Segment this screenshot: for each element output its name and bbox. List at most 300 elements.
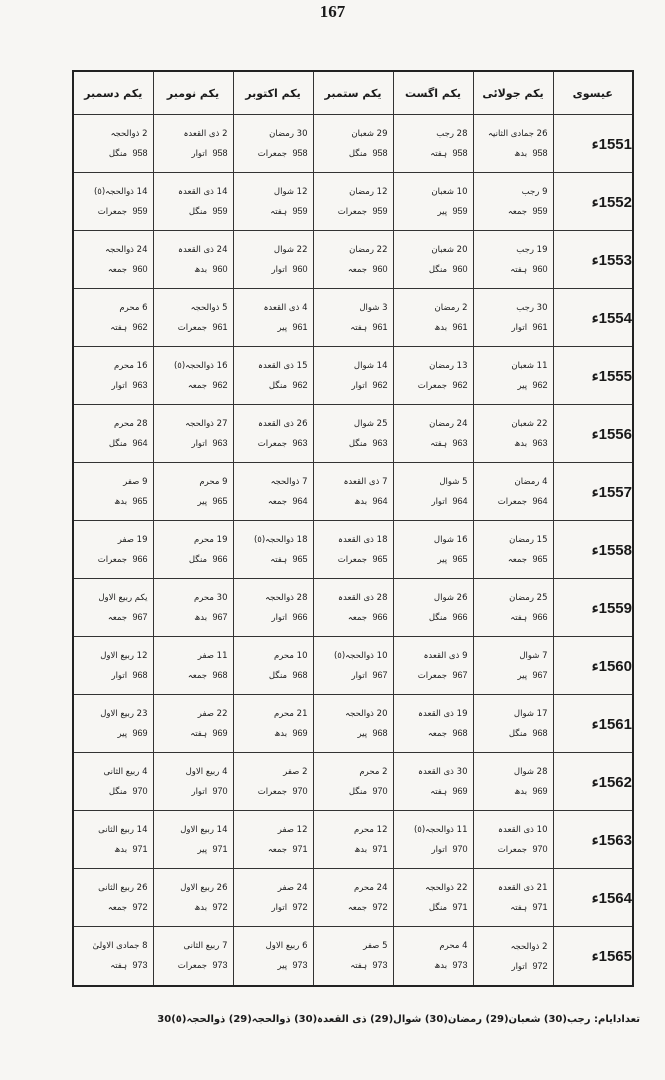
hijri-year-weekday bbox=[314, 670, 393, 681]
hijri-year: 963 bbox=[372, 437, 388, 448]
date-cell bbox=[473, 289, 553, 347]
hijri-year-weekday bbox=[74, 786, 153, 797]
weekday: منگل bbox=[108, 786, 128, 797]
date-cell bbox=[393, 173, 473, 231]
date-cell bbox=[473, 753, 553, 811]
weekday: اتوار bbox=[271, 264, 288, 275]
hijri-year: 961 bbox=[212, 322, 228, 333]
weekday: پیر bbox=[117, 728, 128, 739]
weekday: منگل bbox=[348, 148, 368, 159]
hijri-date: 26 شوال bbox=[433, 592, 468, 603]
hijri-year: 965 bbox=[452, 553, 468, 564]
hijri-date: 20 ذوالحجہ bbox=[345, 709, 388, 720]
hijri-year: 965 bbox=[212, 495, 228, 506]
hijri-date: 28 رجب bbox=[436, 128, 468, 139]
hijri-year-weekday bbox=[474, 902, 553, 913]
date-cell bbox=[153, 753, 233, 811]
weekday: اتوار bbox=[511, 961, 528, 972]
hijri-year-weekday bbox=[74, 844, 153, 855]
hijri-year: 960 bbox=[452, 263, 468, 274]
hijri-year-weekday bbox=[314, 554, 393, 565]
weekday: بدھ bbox=[354, 497, 368, 508]
hijri-date: 9 رجب bbox=[521, 186, 548, 197]
hijri-year: 961 bbox=[292, 322, 308, 333]
hijri-year: 968 bbox=[372, 728, 388, 739]
hijri-year: 971 bbox=[372, 843, 388, 854]
weekday: ہفتہ bbox=[190, 728, 208, 739]
date-cell bbox=[393, 637, 473, 695]
hijri-year: 958 bbox=[452, 147, 468, 158]
hijri-year: 965 bbox=[132, 495, 148, 506]
hijri-date: 12 صفر bbox=[277, 824, 308, 835]
hijri-year: 970 bbox=[292, 785, 308, 796]
hijri-year: 959 bbox=[532, 205, 548, 216]
weekday: جمعرات bbox=[97, 554, 128, 565]
hijri-year: 962 bbox=[532, 379, 548, 390]
hijri-year: 969 bbox=[532, 785, 548, 796]
hijri-year-weekday bbox=[234, 380, 313, 391]
weekday: پیر bbox=[357, 729, 368, 740]
hijri-date: 2 ذوالحجہ bbox=[110, 129, 148, 140]
weekday: بدھ bbox=[114, 844, 128, 855]
weekday: اتوار bbox=[511, 322, 528, 333]
hijri-year: 970 bbox=[132, 785, 148, 796]
hijri-year: 960 bbox=[532, 263, 548, 274]
date-cell bbox=[73, 927, 153, 986]
hijri-year-weekday bbox=[234, 960, 313, 971]
hijri-date: 25 رمضان bbox=[509, 592, 548, 603]
hijri-year-weekday bbox=[74, 438, 153, 449]
hijri-date: 7 ذی القعدہ bbox=[343, 477, 388, 488]
hijri-year-weekday bbox=[314, 844, 393, 855]
hijri-date: 12 ربیع الاول bbox=[100, 650, 148, 661]
weekday: بدھ bbox=[194, 612, 208, 623]
hijri-year: 959 bbox=[212, 206, 228, 217]
date-cell bbox=[473, 869, 553, 927]
weekday: اتوار bbox=[431, 496, 448, 507]
header-nov: یکم نومبر bbox=[153, 71, 233, 115]
date-cell bbox=[473, 927, 553, 986]
hijri-date: 24 محرم bbox=[353, 882, 388, 893]
date-cell bbox=[73, 637, 153, 695]
hijri-year-weekday bbox=[394, 670, 473, 681]
hijri-year: 964 bbox=[452, 495, 468, 506]
hijri-date: 24 ذی القعدہ bbox=[178, 245, 228, 256]
hijri-year-weekday bbox=[474, 612, 553, 623]
hijri-date: 22 شوال bbox=[273, 244, 308, 255]
hijri-year-weekday bbox=[474, 844, 553, 855]
hijri-year: 966 bbox=[452, 611, 468, 622]
hijri-date: 21 ذی القعدہ bbox=[498, 883, 548, 894]
hijri-year: 962 bbox=[292, 380, 308, 391]
hijri-year-weekday bbox=[314, 728, 393, 739]
hijri-year: 973 bbox=[292, 960, 308, 971]
year-cell: 1562ء bbox=[553, 753, 633, 811]
hijri-date: 28 ذی القعدہ bbox=[338, 593, 388, 604]
hijri-year-weekday bbox=[154, 438, 233, 449]
hijri-year-weekday bbox=[314, 438, 393, 449]
date-cell bbox=[233, 463, 313, 521]
hijri-date: 7 ذوالحجہ bbox=[270, 477, 308, 488]
weekday: جمعرات bbox=[257, 439, 288, 450]
hijri-date: یکم ربیع الاول bbox=[98, 592, 148, 603]
weekday: اتوار bbox=[111, 670, 128, 681]
hijri-date: 16 شوال bbox=[433, 534, 468, 545]
weekday: اتوار bbox=[351, 380, 368, 391]
weekday: ہفتہ bbox=[110, 961, 128, 972]
hijri-year: 960 bbox=[132, 264, 148, 275]
year-cell: 1551ء bbox=[553, 115, 633, 173]
date-cell bbox=[473, 521, 553, 579]
header-jul: یکم جولائی bbox=[473, 71, 553, 115]
weekday: ہفتہ bbox=[270, 555, 288, 566]
weekday: اتوار bbox=[271, 613, 288, 624]
date-cell bbox=[313, 869, 393, 927]
weekday: ہفتہ bbox=[270, 206, 288, 217]
hijri-date: 19 ذی القعدہ bbox=[418, 709, 468, 720]
date-cell bbox=[313, 695, 393, 753]
hijri-year-weekday bbox=[154, 844, 233, 855]
date-cell bbox=[153, 289, 233, 347]
weekday: منگل bbox=[108, 438, 128, 449]
date-cell bbox=[393, 579, 473, 637]
hijri-date: 10 ذوالحجہ(٥) bbox=[333, 651, 388, 662]
hijri-year: 964 bbox=[372, 496, 388, 507]
hijri-year: 970 bbox=[372, 785, 388, 796]
hijri-year-weekday bbox=[474, 380, 553, 391]
weekday: منگل bbox=[508, 728, 528, 739]
hijri-year-weekday bbox=[474, 264, 553, 275]
weekday: جمعہ bbox=[347, 613, 368, 624]
hijri-year: 964 bbox=[532, 495, 548, 506]
hijri-date: 16 ذوالحجہ(٥) bbox=[173, 361, 228, 372]
date-cell bbox=[153, 637, 233, 695]
weekday: بدھ bbox=[434, 961, 448, 972]
weekday: جمعہ bbox=[187, 670, 208, 681]
date-cell bbox=[153, 347, 233, 405]
weekday: بدھ bbox=[274, 728, 288, 739]
date-cell bbox=[313, 463, 393, 521]
hijri-date: 11 شعبان bbox=[511, 360, 548, 371]
hijri-date: 9 ذی القعدہ bbox=[423, 651, 468, 662]
weekday: اتوار bbox=[111, 380, 128, 391]
hijri-year: 969 bbox=[132, 727, 148, 738]
hijri-year: 973 bbox=[212, 960, 228, 971]
hijri-year-weekday bbox=[154, 264, 233, 275]
hijri-year-weekday bbox=[314, 322, 393, 333]
hijri-year-weekday bbox=[394, 438, 473, 449]
hijri-year: 961 bbox=[452, 321, 468, 332]
date-cell bbox=[153, 173, 233, 231]
date-cell bbox=[313, 637, 393, 695]
weekday: جمعہ bbox=[187, 381, 208, 392]
weekday: جمعہ bbox=[507, 206, 528, 217]
hijri-year: 958 bbox=[532, 148, 548, 159]
hijri-date: 2 رمضان bbox=[434, 302, 468, 313]
hijri-year: 966 bbox=[212, 553, 228, 564]
hijri-year-weekday bbox=[394, 496, 473, 507]
hijri-date: 19 صفر bbox=[117, 534, 148, 545]
hijri-date: 28 شوال bbox=[513, 766, 548, 777]
date-cell bbox=[153, 463, 233, 521]
date-cell bbox=[73, 347, 153, 405]
weekday: جمعہ bbox=[427, 729, 448, 740]
weekday: جمعرات bbox=[97, 207, 128, 218]
weekday: پیر bbox=[437, 206, 448, 217]
hijri-date: 2 صفر bbox=[283, 766, 308, 777]
date-cell bbox=[393, 695, 473, 753]
hijri-year: 968 bbox=[532, 727, 548, 738]
hijri-year-weekday bbox=[234, 670, 313, 681]
hijri-year-weekday bbox=[234, 554, 313, 565]
date-cell bbox=[393, 463, 473, 521]
date-cell bbox=[153, 405, 233, 463]
hijri-year: 967 bbox=[452, 670, 468, 681]
date-cell bbox=[233, 115, 313, 173]
hijri-year: 965 bbox=[532, 553, 548, 564]
hijri-year-weekday bbox=[234, 902, 313, 913]
weekday: ہفتہ bbox=[110, 322, 128, 333]
weekday: جمعرات bbox=[257, 786, 288, 797]
hijri-year-weekday bbox=[154, 670, 233, 681]
weekday: اتوار bbox=[191, 439, 208, 450]
date-cell bbox=[233, 231, 313, 289]
date-cell bbox=[233, 405, 313, 463]
hijri-year: 966 bbox=[132, 553, 148, 564]
hijri-year-weekday bbox=[74, 902, 153, 913]
weekday: جمعرات bbox=[257, 148, 288, 159]
weekday: منگل bbox=[188, 207, 208, 218]
date-cell bbox=[153, 695, 233, 753]
hijri-year-weekday bbox=[74, 264, 153, 275]
date-cell bbox=[473, 173, 553, 231]
date-cell bbox=[73, 463, 153, 521]
weekday: پیر bbox=[277, 323, 288, 334]
hijri-year: 959 bbox=[452, 205, 468, 216]
date-cell bbox=[233, 637, 313, 695]
hijri-date: 18 ذی القعدہ bbox=[338, 535, 388, 546]
hijri-year-weekday bbox=[234, 786, 313, 797]
year-cell: 1557ء bbox=[553, 463, 633, 521]
hijri-year-weekday bbox=[234, 322, 313, 333]
table-row bbox=[73, 405, 633, 463]
header-oct: یکم اکتوبر bbox=[233, 71, 313, 115]
hijri-year: 972 bbox=[292, 901, 308, 912]
hijri-year: 963 bbox=[292, 438, 308, 449]
hijri-year-weekday bbox=[394, 612, 473, 623]
hijri-year: 966 bbox=[292, 612, 308, 623]
hijri-date: 18 ذوالحجہ(٥) bbox=[253, 535, 308, 546]
hijri-year: 971 bbox=[452, 902, 468, 913]
date-cell bbox=[313, 521, 393, 579]
table-row bbox=[73, 115, 633, 173]
hijri-year-weekday bbox=[314, 380, 393, 391]
hijri-year: 961 bbox=[372, 321, 388, 332]
date-cell bbox=[233, 927, 313, 986]
weekday: منگل bbox=[268, 670, 288, 681]
hijri-year: 959 bbox=[292, 205, 308, 216]
weekday: اتوار bbox=[191, 149, 208, 160]
date-cell bbox=[73, 521, 153, 579]
hijri-date: 26 ربیع الثانی bbox=[98, 882, 148, 893]
hijri-date: 28 محرم bbox=[113, 418, 148, 429]
hijri-date: 6 محرم bbox=[119, 302, 148, 313]
date-cell bbox=[313, 579, 393, 637]
date-cell bbox=[393, 753, 473, 811]
hijri-date: 5 صفر bbox=[363, 941, 388, 952]
date-cell bbox=[153, 927, 233, 986]
hijri-year-weekday bbox=[234, 496, 313, 507]
weekday: ہفتہ bbox=[510, 612, 528, 623]
year-cell: 1560ء bbox=[553, 637, 633, 695]
date-cell bbox=[393, 869, 473, 927]
hijri-year: 959 bbox=[372, 205, 388, 216]
weekday: منگل bbox=[188, 554, 208, 565]
weekday: پیر bbox=[197, 496, 208, 507]
hijri-date: 2 ذی القعدہ bbox=[183, 129, 228, 140]
hijri-year: 973 bbox=[452, 960, 468, 971]
table-row bbox=[73, 173, 633, 231]
hijri-year-weekday bbox=[154, 960, 233, 971]
hijri-date: 20 شعبان bbox=[431, 244, 468, 255]
hijri-year-weekday bbox=[314, 902, 393, 913]
hijri-year: 970 bbox=[452, 844, 468, 855]
hijri-year: 972 bbox=[532, 960, 548, 971]
weekday: جمعہ bbox=[267, 497, 288, 508]
hijri-year-weekday bbox=[474, 786, 553, 797]
year-cell: 1559ء bbox=[553, 579, 633, 637]
hijri-year: 972 bbox=[212, 901, 228, 912]
hijri-date: 8 جمادی الاولیٰ bbox=[92, 941, 148, 952]
hijri-date: 26 جمادی الثانیہ bbox=[488, 129, 548, 140]
date-cell bbox=[73, 869, 153, 927]
date-cell bbox=[473, 405, 553, 463]
hijri-year-weekday bbox=[474, 206, 553, 217]
days-count-footer: تعدادایام: رجب(30) شعبان(29) رمضان(30) شوال(29) ذی القعدہ(30) ذوالحجہ(29) ذوالحجہ(٥)30 bbox=[157, 1014, 640, 1025]
hijri-year: 960 bbox=[372, 263, 388, 274]
hijri-year: 969 bbox=[452, 786, 468, 797]
weekday: منگل bbox=[348, 786, 368, 797]
hijri-year-weekday bbox=[314, 612, 393, 623]
date-cell bbox=[393, 811, 473, 869]
date-cell bbox=[233, 347, 313, 405]
header-sep: یکم ستمبر bbox=[313, 71, 393, 115]
date-cell bbox=[473, 637, 553, 695]
year-cell: 1556ء bbox=[553, 405, 633, 463]
year-cell: 1563ء bbox=[553, 811, 633, 869]
date-cell bbox=[313, 405, 393, 463]
hijri-date: 10 شعبان bbox=[431, 186, 468, 197]
hijri-year-weekday bbox=[154, 612, 233, 623]
hijri-year: 973 bbox=[132, 960, 148, 971]
hijri-date: 19 رجب bbox=[516, 244, 548, 255]
hijri-date: 23 ربیع الاول bbox=[100, 708, 148, 719]
hijri-year-weekday bbox=[474, 728, 553, 739]
hijri-date: 22 ذوالحجہ bbox=[425, 883, 468, 894]
hijri-year: 966 bbox=[532, 611, 548, 622]
date-cell bbox=[473, 463, 553, 521]
date-cell bbox=[313, 115, 393, 173]
year-cell: 1553ء bbox=[553, 231, 633, 289]
hijri-year-weekday bbox=[154, 380, 233, 391]
weekday: ہفتہ bbox=[430, 787, 448, 798]
table-row bbox=[73, 637, 633, 695]
hijri-year: 958 bbox=[132, 148, 148, 159]
hijri-year-weekday bbox=[154, 728, 233, 739]
hijri-year: 964 bbox=[132, 437, 148, 448]
hijri-date: 22 صفر bbox=[197, 708, 228, 719]
hijri-year-weekday bbox=[394, 380, 473, 391]
date-cell bbox=[393, 405, 473, 463]
date-cell bbox=[313, 231, 393, 289]
hijri-year: 972 bbox=[132, 901, 148, 912]
weekday: بدھ bbox=[514, 438, 528, 449]
year-cell: 1564ء bbox=[553, 869, 633, 927]
weekday: پیر bbox=[277, 961, 288, 972]
hijri-year-weekday bbox=[314, 264, 393, 275]
hijri-date: 19 محرم bbox=[193, 534, 228, 545]
weekday: منگل bbox=[268, 381, 288, 392]
hijri-year-weekday bbox=[234, 438, 313, 449]
weekday: جمعہ bbox=[107, 612, 128, 623]
hijri-year-weekday bbox=[394, 786, 473, 797]
date-cell bbox=[393, 115, 473, 173]
hijri-year-weekday bbox=[474, 438, 553, 449]
weekday: ہفتہ bbox=[350, 961, 368, 972]
weekday: جمعہ bbox=[347, 264, 368, 275]
hijri-date: 14 ربیع الاول bbox=[180, 824, 228, 835]
hijri-year-weekday bbox=[314, 786, 393, 797]
hijri-date: 27 ذوالحجہ bbox=[185, 419, 228, 430]
table-row bbox=[73, 869, 633, 927]
hijri-year-weekday bbox=[234, 844, 313, 855]
weekday: ہفتہ bbox=[510, 903, 528, 914]
table-row bbox=[73, 811, 633, 869]
hijri-year-weekday bbox=[314, 148, 393, 159]
hijri-year-weekday bbox=[154, 496, 233, 507]
hijri-year: 960 bbox=[292, 263, 308, 274]
date-cell bbox=[313, 927, 393, 986]
hijri-date: 26 ذی القعدہ bbox=[258, 419, 308, 430]
hijri-date: 7 شوال bbox=[519, 650, 548, 661]
hijri-year-weekday bbox=[474, 554, 553, 565]
date-cell bbox=[393, 521, 473, 579]
hijri-year-weekday bbox=[234, 264, 313, 275]
hijri-year: 965 bbox=[292, 554, 308, 565]
hijri-date: 14 شوال bbox=[353, 360, 388, 371]
hijri-year: 968 bbox=[452, 728, 468, 739]
table-row bbox=[73, 521, 633, 579]
date-cell bbox=[473, 695, 553, 753]
weekday: اتوار bbox=[191, 786, 208, 797]
hijri-year-weekday bbox=[394, 554, 473, 565]
hijri-date: 9 محرم bbox=[199, 476, 228, 487]
hijri-date: 30 محرم bbox=[193, 592, 228, 603]
hijri-year-weekday bbox=[394, 322, 473, 333]
hijri-date: 22 رمضان bbox=[349, 244, 388, 255]
hijri-year-weekday bbox=[74, 322, 153, 333]
date-cell bbox=[153, 231, 233, 289]
hijri-year: 967 bbox=[212, 611, 228, 622]
hijri-year: 967 bbox=[132, 611, 148, 622]
date-cell bbox=[233, 695, 313, 753]
weekday: ہفتہ bbox=[430, 148, 448, 159]
hijri-year: 970 bbox=[212, 785, 228, 796]
hijri-date: 17 شوال bbox=[513, 708, 548, 719]
table-row bbox=[73, 927, 633, 986]
hijri-date: 24 رمضان bbox=[429, 418, 468, 429]
date-cell bbox=[233, 753, 313, 811]
